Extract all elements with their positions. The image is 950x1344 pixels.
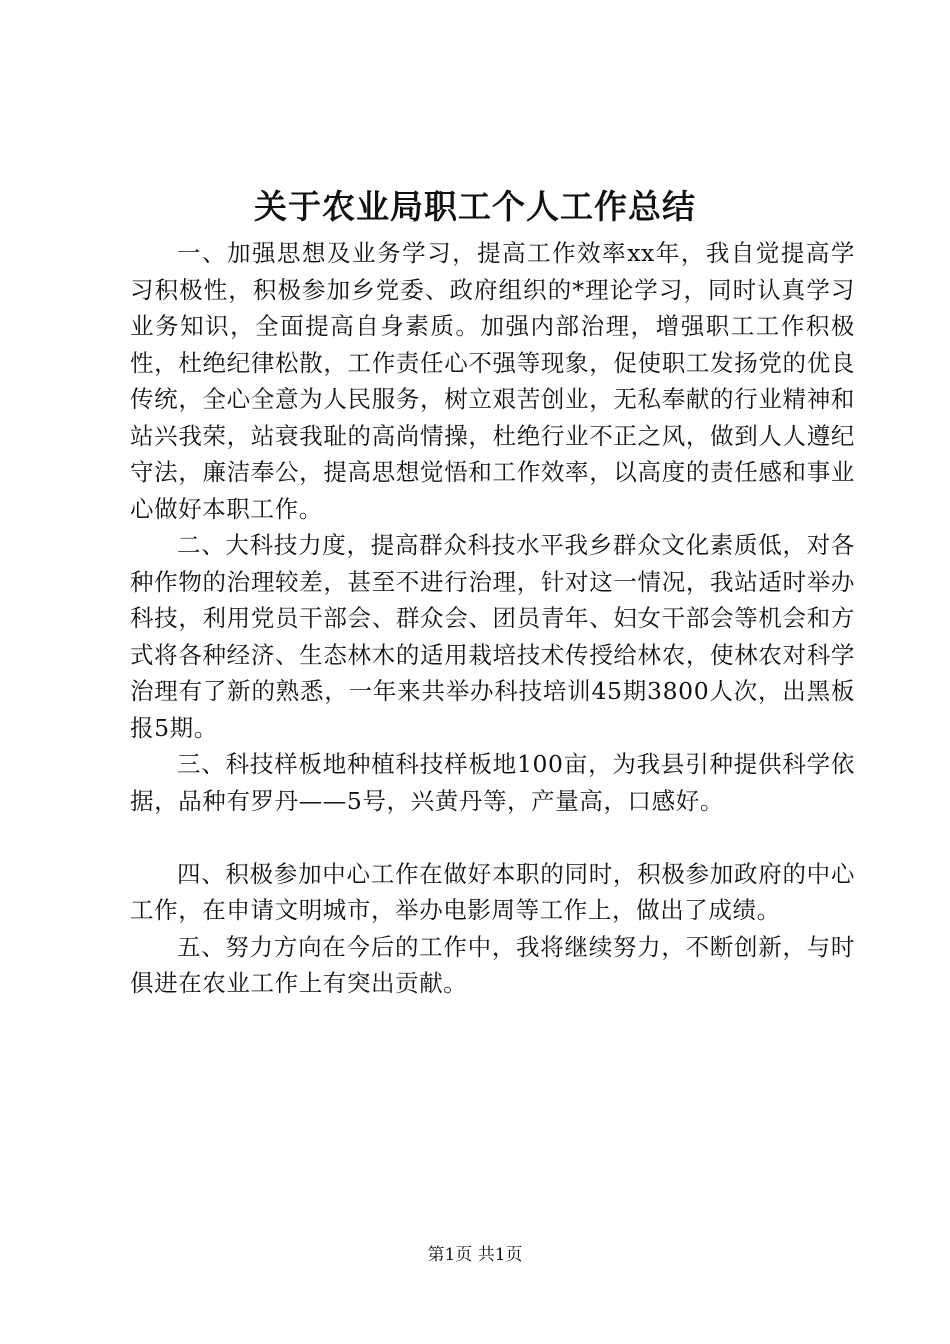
- paragraph-3: 三、科技样板地种植科技样板地100亩，为我县引种提供科学依据，品种有罗丹——5号，兴黄丹等，产量高，口感好。: [130, 750, 855, 815]
- page-footer: 第1页 共1页: [427, 1245, 523, 1265]
- document-body: [130, 235, 855, 1002]
- paragraph-4: 四、积极参加中心工作在做好本职的同时，积极参加政府的中心工作，在申请文明城市，举办电影周等工作上，做出了成绩。: [130, 859, 855, 924]
- paragraph-1: 一、加强思想及业务学习，提高工作效率xx年，我自觉提高学习积极性，积极参加乡党委、政府组织的*理论学习，同时认真学习业务知识，全面提高自身素质。加强内部治理，增强职工工作积极性，杜绝纪律松散，工作责任心不强等现象，促使职工发扬党的优良传统，全心全意为人民服务，树立艰苦创业，无私奉献的行业精神和站兴我荣，站衰我耻的高尚情操，杜绝行业不正之风，做到人人遵纪守法，廉洁奉公，提高思想觉悟和工作效率，以高度的责任感和事业心做好本职工作。: [130, 239, 855, 523]
- paragraph-2: 二、大科技力度，提高群众科技水平我乡群众文化素质低，对各种作物的治理较差，甚至不进行治理，针对这一情况，我站适时举办科技，利用党员干部会、群众会、团员青年、妇女干部会等机会和方式将各种经济、生态林木的适用栽培技术传授给林农，使林农对科学治理有了新的熟悉，一年来共举办科技培训45期3800人次，出黑板报5期。: [130, 531, 855, 742]
- paragraph-5: 五、努力方向在今后的工作中，我将继续努力，不断创新，与时俱进在农业工作上有突出贡献。: [130, 932, 855, 997]
- document-title: 关于农业局职工个人工作总结: [254, 187, 696, 226]
- paragraph-spacer: [130, 819, 855, 856]
